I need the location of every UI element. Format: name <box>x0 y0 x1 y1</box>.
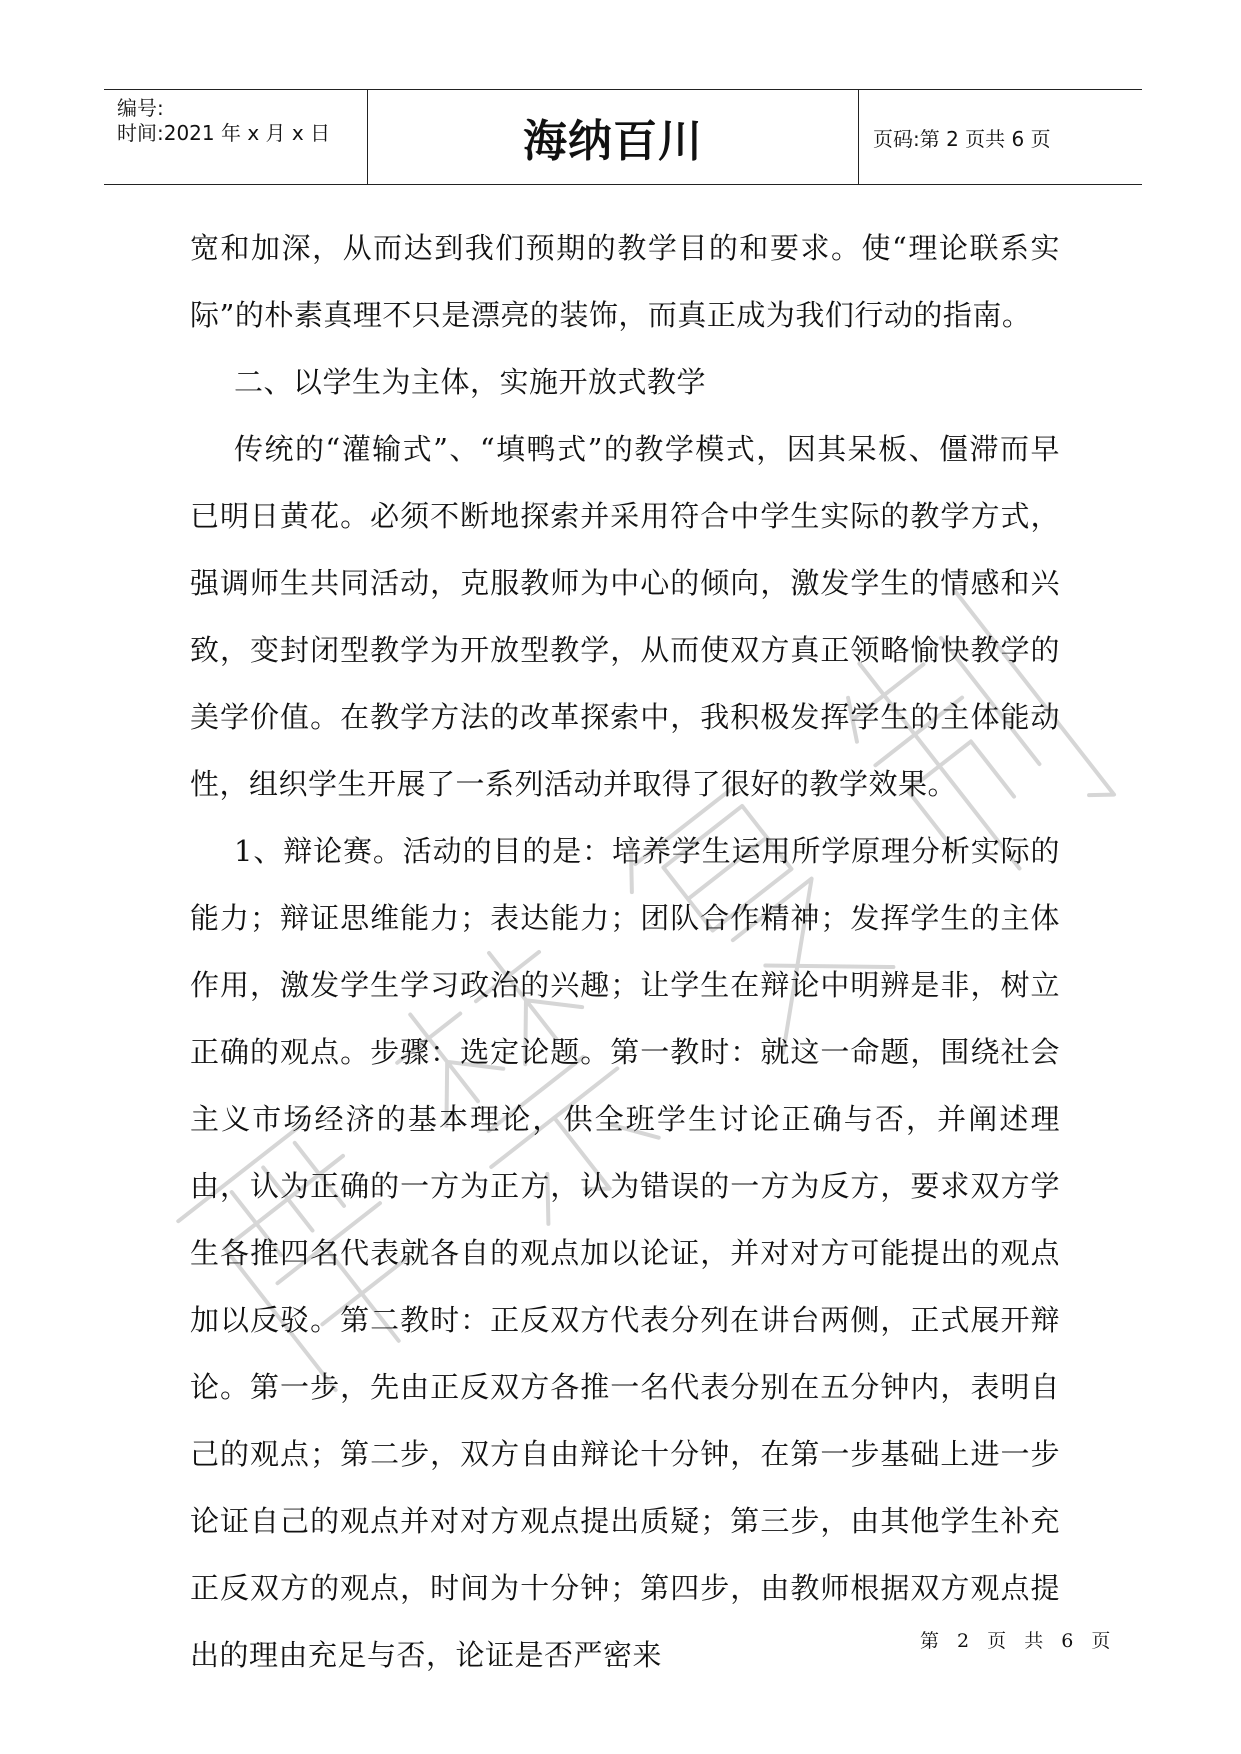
header-meta-cell <box>104 90 368 184</box>
document-number-label: 编号: <box>117 96 164 120</box>
paragraph-body: 传统的“灌输式”、“填鸭式”的教学模式，因其呆板、僵滞而早已明日黄花。必须不断地探索并采用符合中学生实际的教学方式，强调师生共同活动，克服教师为中心的倾向，激发学生的情感和兴致，变封闭型教学为开放型教学，从而使双方真正领略愉快教学的美学价值。在教学方法的改革探索中，我积极发挥学生的主体能动性，组织学生开展了一系列活动并取得了很好的教学效果。 <box>190 432 1060 801</box>
section-heading: 二、以学生为主体，实施开放式教学 <box>234 365 707 399</box>
footer-page-number: 第 2 页 共 6 页 <box>920 1630 1117 1652</box>
header-table <box>104 89 1142 185</box>
paragraph-continuation: 宽和加深，从而达到我们预期的教学目的和要求。使“理论联系实际”的朴素真理不只是漂亮的装饰，而真正成为我们行动的指南。 <box>190 231 1060 332</box>
header-page-label: 页码:第 2 页共 6 页 <box>873 126 1051 151</box>
header-title: 海纳百川 <box>368 90 859 184</box>
document-time-label: 时间:2021 年 x 月 x 日 <box>117 121 331 145</box>
paragraph-debate: 1、辩论赛。活动的目的是：培养学生运用所学原理分析实际的能力；辩证思维能力；表达能力；团队合作精神；发挥学生的主体作用，激发学生学习政治的兴趣；让学生在辩论中明辨是非，树立正确的观点。步骤：选定论题。第一教时：就这一命题，围绕社会主义市场经济的基本理论，供全班学生讨论正确与否，并阐述理由，认为正确的一方为正方，认为错误的一方为反方，要求双方学生各推四名代表就各自的观点加以论证，并对对方可能提出的观点加以反驳。第二教时：正反双方代表分列在讲台两侧，正式展开辩论。第一步，先由正反双方各推一名代表分别在五分钟内，表明自己的观点；第二步，双方自由辩论十分钟，在第一步基础上进一步论证自己的观点并对对方观点提出质疑；第三步，由其他学生补充正反双方的观点，时间为十分钟；第四步，由教师根据双方观点提出的理由充足与否，论证是否严密来 <box>190 834 1060 1672</box>
document-body <box>190 215 1060 1689</box>
